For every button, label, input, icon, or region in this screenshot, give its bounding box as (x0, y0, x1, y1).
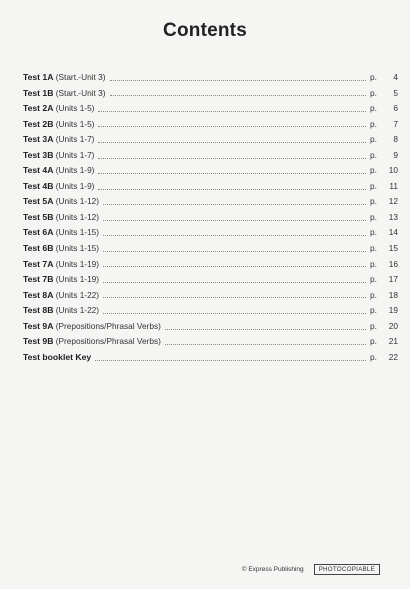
dot-leader (103, 203, 366, 205)
page-number (370, 272, 398, 288)
page-title: Contents (163, 20, 247, 41)
page-prefix: p. (370, 103, 377, 114)
page-prefix: p. (370, 149, 377, 160)
publisher-credit: © Express Publishing (241, 566, 304, 573)
toc-entry-label (23, 257, 99, 273)
toc-entry-label (23, 194, 99, 210)
test-scope: (Units 1-9) (55, 165, 95, 176)
page-number (370, 70, 398, 86)
test-scope: (Start.-Unit 3) (55, 72, 106, 82)
dot-leader (103, 250, 366, 252)
test-name: Test 5A (23, 196, 54, 207)
page-number (370, 117, 398, 133)
test-name: Test 8A (23, 289, 54, 300)
toc-entry (23, 179, 398, 195)
page-value: 22 (388, 351, 398, 362)
page-value: 5 (393, 87, 398, 98)
test-name: Test 3A (23, 134, 54, 145)
test-name: Test 9B (23, 336, 54, 347)
test-name: Test 1B (23, 87, 54, 98)
test-name: Test 7B (23, 274, 54, 285)
dot-leader (98, 157, 366, 159)
page-value: 7 (393, 118, 398, 129)
page-value: 17 (388, 274, 398, 285)
test-name: Test 9A (23, 320, 54, 331)
dot-leader (110, 94, 366, 96)
dot-leader (110, 79, 366, 81)
toc-entry (23, 70, 398, 86)
test-name: Test 4A (23, 165, 54, 176)
toc-entry (23, 350, 398, 366)
test-name: Test 5B (23, 211, 54, 222)
page-footer (242, 564, 380, 575)
page-number (370, 350, 398, 366)
page-number (370, 163, 398, 179)
page-value: 10 (388, 165, 398, 176)
test-scope: (Units 1-15) (55, 243, 100, 254)
toc-entry (23, 194, 398, 210)
toc-entry-label (23, 225, 99, 241)
toc-entry (23, 241, 398, 257)
page-prefix: p. (370, 196, 377, 207)
page-prefix: p. (370, 274, 377, 285)
page-value: 11 (389, 180, 398, 191)
test-scope: (Units 1-5) (55, 103, 95, 114)
toc-entry (23, 117, 398, 133)
test-scope: (Units 1-7) (55, 149, 95, 160)
photocopiable-badge: PHOTOCOPIABLE (314, 564, 380, 575)
dot-leader (103, 281, 366, 283)
test-name: Test 1A (23, 72, 54, 82)
dot-leader (95, 359, 366, 361)
toc-entry-label (23, 319, 161, 335)
dot-leader (103, 234, 366, 236)
page-value: 9 (393, 149, 398, 160)
test-scope: (Units 1-9) (55, 180, 95, 191)
toc-entry-label (23, 148, 94, 164)
toc-entry-label (23, 241, 99, 257)
test-scope: (Units 1-5) (55, 118, 95, 129)
page-value: 19 (388, 305, 398, 316)
toc-entry-label (23, 210, 99, 226)
toc-entry (23, 303, 398, 319)
toc-entry (23, 210, 398, 226)
page-value: 20 (388, 320, 398, 331)
page-number (370, 225, 398, 241)
page-value: 21 (388, 336, 398, 347)
toc-entry-label (23, 350, 91, 366)
dot-leader (103, 296, 366, 298)
toc-entry-label (23, 101, 94, 117)
dot-leader (98, 110, 366, 112)
toc-entry-label (23, 117, 94, 133)
test-scope: (Units 1-22) (55, 289, 100, 300)
page-prefix: p. (370, 351, 377, 362)
page-prefix: p. (370, 305, 377, 316)
test-scope: (Start.-Unit 3) (55, 87, 106, 98)
toc-entry-label (23, 163, 94, 179)
page-number (370, 288, 398, 304)
page-prefix: p. (370, 211, 377, 222)
toc-entry-label (23, 272, 99, 288)
dot-leader (165, 343, 366, 345)
dot-leader (165, 328, 366, 330)
page-value: 14 (388, 227, 398, 238)
page-prefix: p. (370, 258, 377, 269)
toc-entry (23, 225, 398, 241)
toc-entry-label (23, 132, 94, 148)
toc-entry (23, 163, 398, 179)
page-value: 12 (388, 196, 398, 207)
toc-entry-label (23, 70, 106, 86)
toc-entry (23, 288, 398, 304)
test-scope: (Units 1-22) (55, 305, 100, 316)
dot-leader (98, 188, 366, 190)
table-of-contents (23, 70, 398, 365)
page-number (370, 334, 398, 350)
page-number (370, 319, 398, 335)
page-prefix: p. (370, 180, 377, 191)
toc-entry-label (23, 86, 106, 102)
toc-entry (23, 148, 398, 164)
page-number (370, 303, 398, 319)
toc-entry (23, 319, 398, 335)
page-number (370, 101, 398, 117)
page-value: 16 (388, 258, 398, 269)
toc-entry (23, 101, 398, 117)
dot-leader (98, 125, 366, 127)
page-number (370, 194, 398, 210)
page-value: 6 (393, 103, 398, 114)
test-scope: (Prepositions/Phrasal Verbs) (55, 320, 161, 331)
page-value: 15 (388, 243, 398, 254)
test-name: Test 7A (23, 258, 54, 269)
test-scope: (Units 1-7) (55, 134, 95, 145)
toc-entry-label (23, 288, 99, 304)
test-scope: (Prepositions/Phrasal Verbs) (55, 336, 161, 347)
test-name: Test booklet Key (23, 351, 92, 362)
page-prefix: p. (370, 87, 377, 98)
test-name: Test 2A (23, 103, 54, 114)
test-name: Test 4B (23, 180, 54, 191)
page-number (370, 210, 398, 226)
page-value: 8 (393, 134, 398, 145)
toc-entry-label (23, 303, 99, 319)
toc-entry-label (23, 334, 161, 350)
page-prefix: p. (370, 165, 377, 176)
test-scope: (Units 1-19) (55, 274, 100, 285)
page-prefix: p. (370, 336, 377, 347)
toc-entry (23, 257, 398, 273)
toc-entry (23, 272, 398, 288)
test-name: Test 3B (23, 149, 54, 160)
test-scope: (Units 1-12) (55, 196, 100, 207)
test-scope: (Units 1-19) (55, 258, 100, 269)
page-number (370, 257, 398, 273)
page-prefix: p. (370, 289, 377, 300)
test-scope: (Units 1-12) (55, 211, 100, 222)
toc-entry (23, 334, 398, 350)
page-value: 18 (388, 289, 398, 300)
toc-entry (23, 86, 398, 102)
page-prefix: p. (370, 134, 377, 145)
page-number (370, 132, 398, 148)
page-prefix: p. (370, 72, 377, 82)
dot-leader (98, 141, 366, 143)
test-name: Test 8B (23, 305, 54, 316)
page-prefix: p. (370, 118, 377, 129)
page-number (370, 241, 398, 257)
page-value: 4 (393, 72, 398, 82)
page-prefix: p. (370, 227, 377, 238)
dot-leader (103, 219, 366, 221)
test-name: Test 2B (23, 118, 54, 129)
toc-entry-label (23, 179, 94, 195)
page-prefix: p. (370, 320, 377, 331)
toc-entry (23, 132, 398, 148)
page-prefix: p. (370, 243, 377, 254)
page-number (370, 179, 398, 195)
test-name: Test 6A (23, 227, 54, 238)
page-number (370, 148, 398, 164)
dot-leader (103, 265, 366, 267)
dot-leader (103, 312, 366, 314)
page-number (370, 86, 398, 102)
dot-leader (98, 172, 366, 174)
test-name: Test 6B (23, 243, 54, 254)
page-value: 13 (388, 211, 398, 222)
test-scope: (Units 1-15) (55, 227, 100, 238)
